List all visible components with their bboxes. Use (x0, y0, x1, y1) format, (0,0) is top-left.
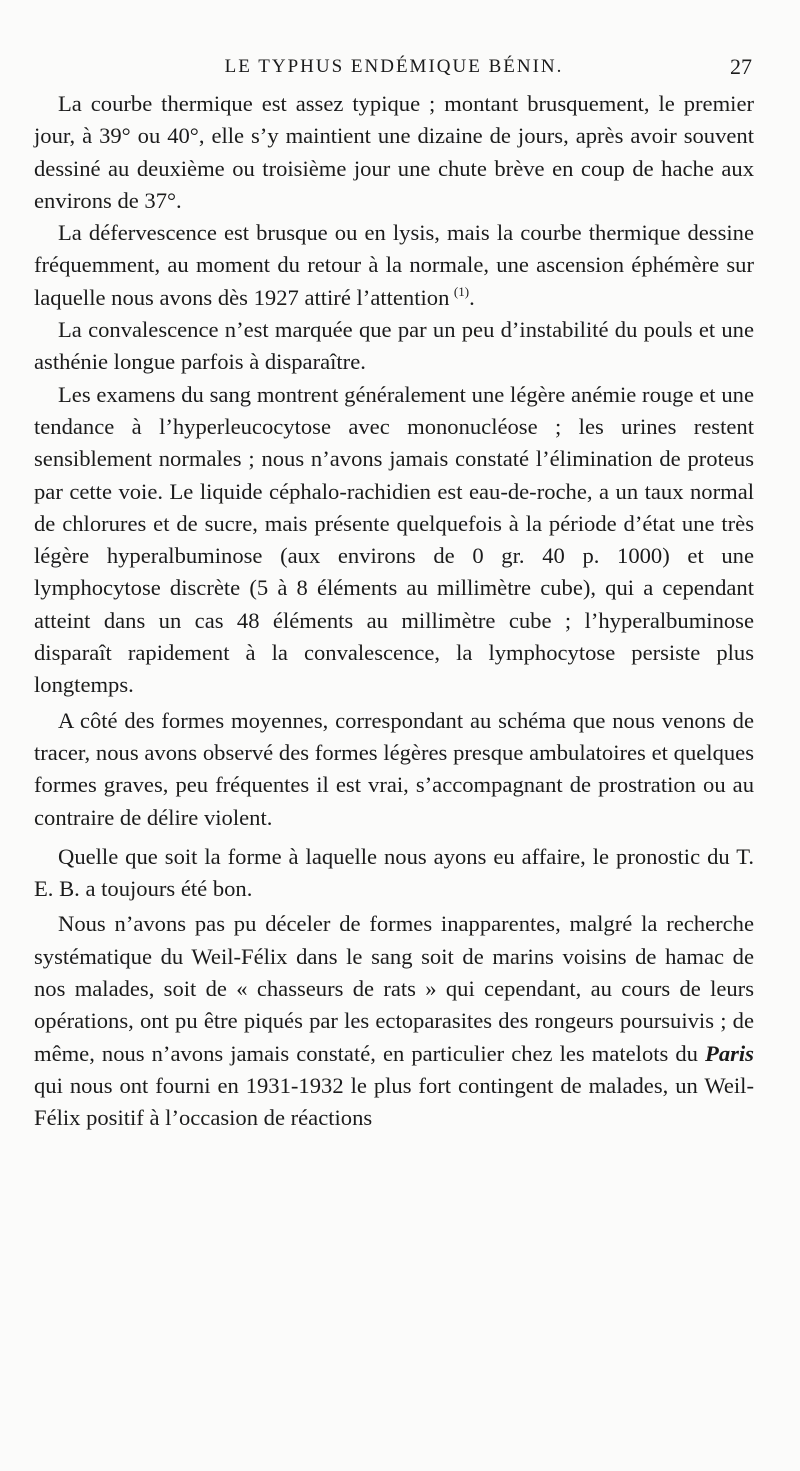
paragraph-text: A côté des formes moyennes, correspondant au schéma que nous venons de tracer, nous avons observé des formes légères presque ambulatoires et quelques formes graves, peu fréquentes il est vrai, s’accompagnant de prostration ou au contraire de délire violent. (34, 707, 754, 830)
paragraph-blood-exams (34, 379, 754, 702)
paragraph-prognosis (34, 841, 754, 906)
paragraph-defervescence (34, 217, 754, 314)
footnote-reference: (1) (453, 283, 470, 299)
paragraph-inapparent-forms (34, 908, 754, 1134)
paragraph-text: Nous n’avons pas pu déceler de formes inapparentes, malgré la recherche systématique du Weil-Félix dans le sang soit de marins voisins de hamac de nos malades, soit de « chasseurs de rats » qui cependant, au cours de leurs opérations, ont pu être piqués par les ectoparasites des rongeurs poursuivis ; de même, nous n’avons jamais constaté, en particulier chez les matelots du (34, 911, 754, 1066)
running-head (34, 50, 754, 84)
ship-name: Paris (705, 1040, 754, 1066)
paragraph-text: Quelle que soit la forme à laquelle nous ayons eu affaire, le pronostic du T. E. B. a toujours été bon. (34, 843, 754, 902)
paragraph-text: La courbe thermique est assez typique ; montant brusquement, le premier jour, à 39° ou 40°, elle s’y maintient une dizaine de jours, après avoir souvent dessiné au deuxième ou troisième jour une chute brève en coup de hache aux environs de 37°. (34, 91, 754, 213)
paragraph-clinical-forms (34, 705, 754, 834)
paragraph-text: Les examens du sang montrent généralement une légère anémie rouge et une tendance à l’hyperleucocytose avec mononucléose ; les urines restent sensiblement normales ; nous n’avons jamais constaté l’élimination de proteus par cette voie. Le liquide céphalo-rachidien est eau-de-roche, a un taux normal de chlorures et de sucre, mais présente quelquefois à la période d’état une très légère hyperalbuminose (aux environs de 0 gr. 40 p. 1000) et une lymphocytose discrète (5 à 8 éléments au millimètre cube), qui a cependant atteint dans un cas 48 éléments au millimètre cube ; l’hyperalbuminose disparaît rapidement à la convalescence, la lymphocytose persiste plus longtemps. (34, 381, 754, 698)
paragraph-text-end: . (469, 284, 475, 310)
running-title: LE TYPHUS ENDÉMIQUE BÉNIN. (224, 56, 564, 77)
paragraph-thermal-curve (34, 88, 754, 217)
body-text (34, 88, 754, 1135)
paragraph-text-end: qui nous ont fourni en 1931-1932 le plus fort contingent de malades, un Weil-Félix positif à l’occasion de réactions (34, 1072, 754, 1131)
paragraph-text: La défervescence est brusque ou en lysis, mais la courbe thermique dessine fréquemment, au moment du retour à la normale, une ascension éphémère sur laquelle nous avons dès 1927 attiré l’attention (34, 220, 754, 310)
paragraph-text: La convalescence n’est marquée que par un peu d’instabilité du pouls et une asthénie longue parfois à disparaître. (34, 317, 754, 375)
paragraph-convalescence (34, 314, 754, 379)
page-number: 27 (730, 54, 752, 79)
